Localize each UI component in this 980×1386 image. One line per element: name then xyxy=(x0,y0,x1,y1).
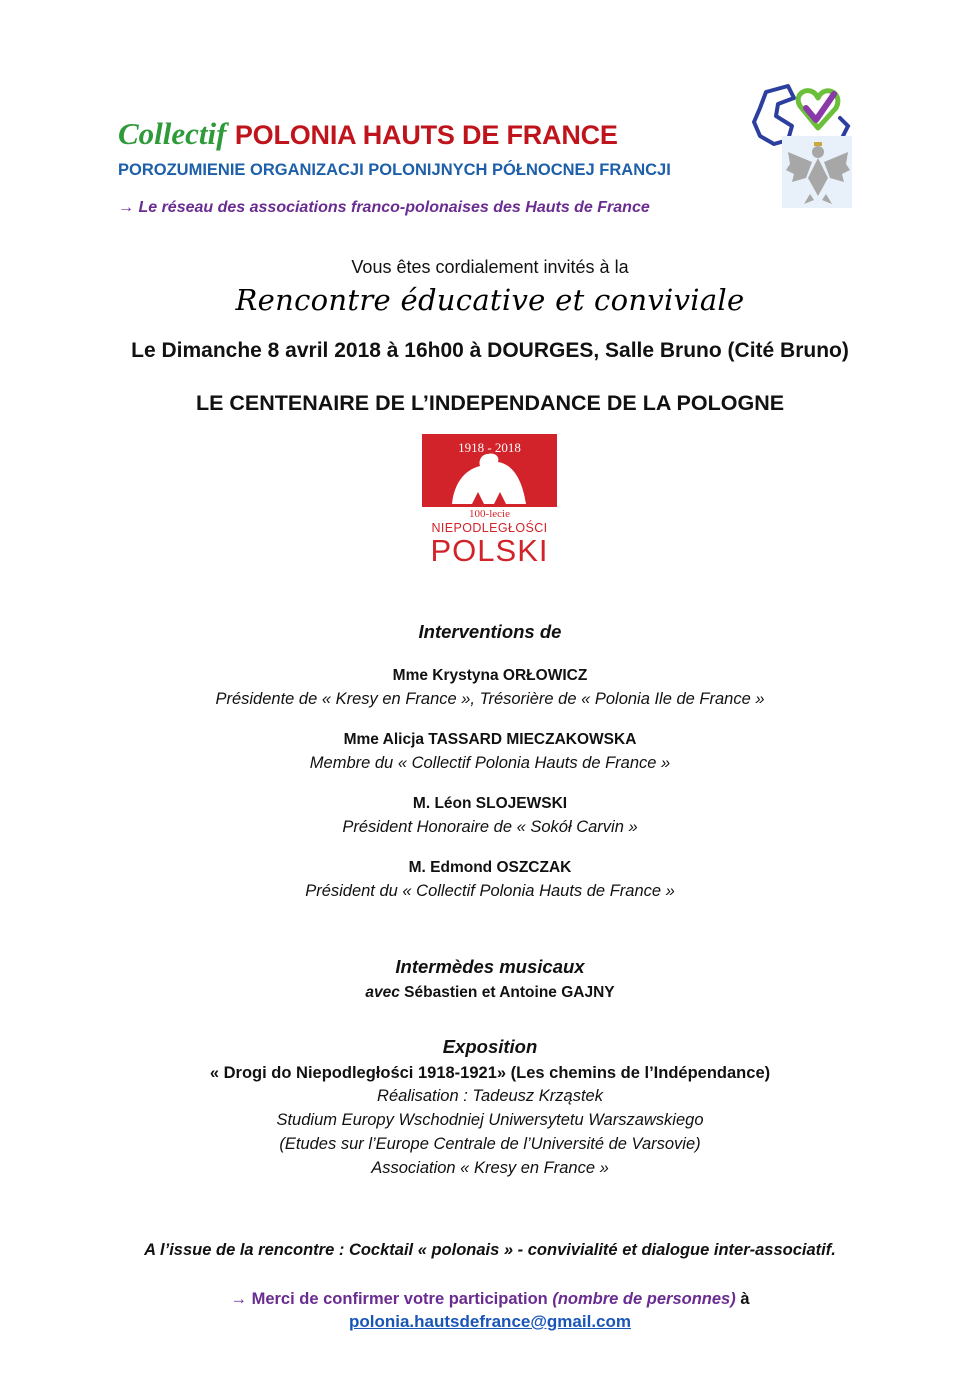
email-line xyxy=(0,1311,980,1333)
speaker-name: Mme Krystyna ORŁOWICZ xyxy=(392,667,588,684)
speaker-role: Présidente de « Kresy en France », Trésorière de « Polonia Ile de France » xyxy=(215,690,765,708)
brand-prefix: Collectif xyxy=(118,116,227,151)
speaker-name: M. Léon SLOJEWSKI xyxy=(412,795,568,812)
confirm-a: à xyxy=(740,1290,750,1308)
speaker-name: Mme Alicja TASSARD MIECZAKOWSKA xyxy=(343,731,637,748)
event-title: Rencontre éducative et conviviale xyxy=(235,283,745,317)
badge-line1: 100-lecie xyxy=(469,508,510,520)
event-date-place: Le Dimanche 8 avril 2018 à 16h00 à DOURGES, Salle Bruno (Cité Bruno) xyxy=(131,339,849,362)
speaker-role: Président du « Collectif Polonia Hauts de France » xyxy=(305,882,675,900)
music-performers: Sébastien et Antoine GAJNY xyxy=(404,984,615,1001)
badge-line2: NIEPODLEGŁOŚCI xyxy=(431,521,548,535)
exposition-title: « Drogi do Niepodległości 1918-1921» (Les chemins de l’Indépendance) xyxy=(209,1064,771,1082)
event-theme: LE CENTENAIRE DE L’INDEPENDANCE DE LA POLOGNE xyxy=(195,391,785,415)
brand-title xyxy=(118,116,618,153)
exposition-heading: Exposition xyxy=(442,1036,538,1057)
music-heading: Intermèdes musicaux xyxy=(395,956,585,977)
cocktail-line: A l’issue de la rencontre : Cocktail « polonais » - convivialité et dialogue inter-associatif. xyxy=(144,1241,836,1259)
exposition-line: Studium Europy Wschodniej Uniwersytetu Warszawskiego xyxy=(276,1111,704,1129)
speaker-name: M. Edmond OSZCZAK xyxy=(408,859,572,876)
exposition-line: Réalisation : Tadeusz Krząstek xyxy=(377,1087,603,1105)
music-avec: avec xyxy=(365,984,400,1001)
invitation-intro: Vous êtes cordialement invités à la xyxy=(351,257,629,277)
brand-name: POLONIA HAUTS DE FRANCE xyxy=(234,120,618,150)
email-link[interactable]: polonia.hautsdefrance@gmail.com xyxy=(348,1312,632,1331)
speaker-role: Membre du « Collectif Polonia Hauts de France » xyxy=(309,754,671,772)
confirm-line xyxy=(0,1288,980,1310)
collectif-logo xyxy=(748,78,854,210)
network-line: → Le réseau des associations franco-polonaises des Hauts de France xyxy=(118,199,650,216)
confirm-paren: (nombre de personnes) xyxy=(552,1290,736,1308)
interventions-heading: Interventions de xyxy=(418,621,562,642)
badge-line3: POLSKI xyxy=(430,533,549,568)
exposition-line: Association « Kresy en France » xyxy=(371,1159,609,1177)
badge-years: 1918 - 2018 xyxy=(458,440,521,455)
music-performers-line xyxy=(0,983,980,1003)
subtitle: POROZUMIENIE ORGANIZACJI POLONIJNYCH PÓŁNOCNEJ FRANCJI xyxy=(118,161,671,179)
speaker-role: Président Honoraire de « Sokół Carvin » xyxy=(342,818,638,836)
independence-badge xyxy=(422,434,557,569)
confirm-main: → Merci de confirmer votre participation xyxy=(230,1290,548,1308)
exposition-line: (Etudes sur l’Europe Centrale de l’Université de Varsovie) xyxy=(279,1135,701,1153)
